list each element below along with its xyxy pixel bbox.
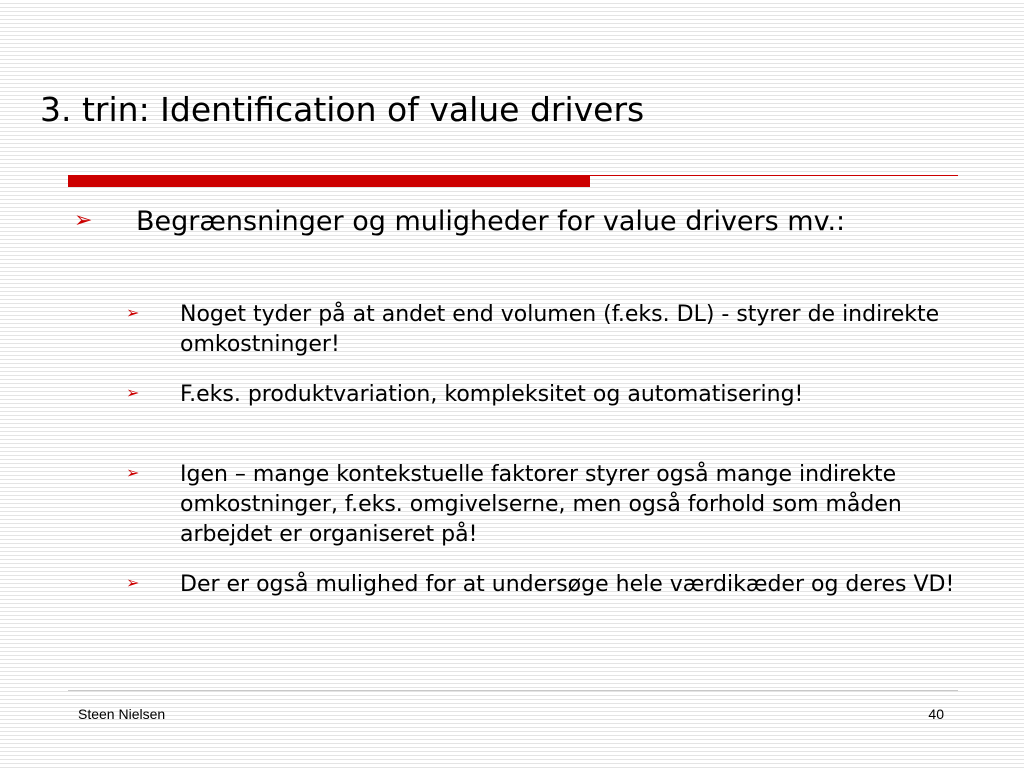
title-underline-thin bbox=[590, 175, 958, 176]
bullet-level2-text: Der er også mulighed for at undersøge hele værdikæder og deres VD! bbox=[180, 572, 955, 597]
title-underline-thick bbox=[68, 175, 590, 187]
bullet-level1-text: Begrænsninger og muligheder for value drivers mv.: bbox=[136, 206, 846, 237]
footer-author: Steen Nielsen bbox=[78, 706, 166, 722]
page-number: 40 bbox=[928, 706, 944, 722]
bullet-level2-text: F.eks. produktvariation, kompleksitet og automatisering! bbox=[180, 382, 804, 407]
arrow-bullet-icon: ➢ bbox=[126, 463, 140, 482]
slide-title: 3. trin: Identification of value drivers bbox=[40, 90, 645, 129]
bullet-level1 bbox=[74, 205, 974, 239]
bullet-level2-text: Igen – mange kontekstuelle faktorer styrer også mange indirekte omkostninger, f.eks. omgivelserne, men også forhold som måden arbejdet er organiseret på! bbox=[180, 462, 902, 547]
bullet-level2-text: Noget tyder på at andet end volumen (f.eks. DL) - styrer de indirekte omkostninger! bbox=[180, 302, 940, 357]
arrow-bullet-icon: ➢ bbox=[126, 383, 140, 402]
arrow-bullet-icon: ➢ bbox=[74, 208, 93, 233]
arrow-bullet-icon: ➢ bbox=[126, 573, 140, 592]
bullet-level2-item bbox=[126, 300, 1000, 360]
bullet-level2-item bbox=[126, 380, 1000, 410]
footer-divider bbox=[68, 690, 958, 691]
arrow-bullet-icon: ➢ bbox=[126, 303, 140, 322]
bullet-level2-item bbox=[126, 570, 1000, 600]
bullet-level2-item bbox=[126, 460, 1000, 550]
